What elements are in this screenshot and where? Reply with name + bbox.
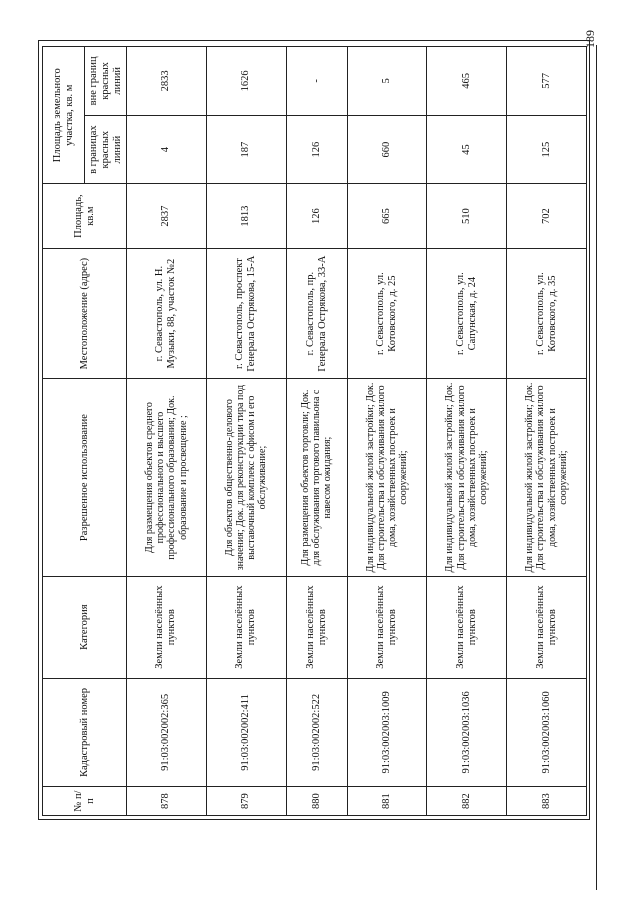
table-row (206, 47, 286, 816)
cadastral-number: 91:03:002002:411 (206, 678, 286, 787)
area-outside-red-lines: 1626 (206, 47, 286, 116)
header-outside-red-lines: вне границ красных линий (85, 47, 127, 116)
header-within-red-lines: в границах красных линий (85, 115, 127, 184)
area: 702 (507, 184, 587, 248)
row-number: 883 (507, 787, 587, 816)
area-within-red-lines: 126 (286, 115, 347, 184)
location: г. Севастополь, ул. Котовского, д. 25 (347, 248, 427, 379)
area-within-red-lines: 660 (347, 115, 427, 184)
permitted-use: Для индивидуальной жилой застройки; Док. Для строительства и обслуживания жилого дома, хозяйственных построек и сооружений; (427, 379, 507, 576)
area-within-red-lines: 125 (507, 115, 587, 184)
area-outside-red-lines: - (286, 47, 347, 116)
area-within-red-lines: 187 (206, 115, 286, 184)
area-outside-red-lines: 2833 (127, 47, 207, 116)
header-permitted-use: Разрешенное использование (43, 379, 127, 576)
permitted-use: Для индивидуальной жилой застройки; Док. Для строительства и обслуживания жилого дома, хозяйственных построек и сооружений; (347, 379, 427, 576)
area: 126 (286, 184, 347, 248)
header-number: № п/п (43, 787, 127, 816)
page-number: 189 (583, 30, 597, 48)
category: Земли населённых пунктов (286, 576, 347, 678)
permitted-use: Для объектов общественно-делового значения; Док. для реконструкции тира под выставочный комплекс с офисом и его обслуживание; (206, 379, 286, 576)
header-location: Местоположение (адрес) (43, 248, 127, 379)
area: 1813 (206, 184, 286, 248)
cadastral-number: 91:03:002003:1036 (427, 678, 507, 787)
header-cadastral-number: Кадастровый номер (43, 678, 127, 787)
table-row (347, 47, 427, 816)
table-row (286, 47, 347, 816)
permitted-use: Для индивидуальной жилой застройки; Док. Для строительства и обслуживания жилого дома, хозяйственных построек и сооружений; (507, 379, 587, 576)
table-row (127, 47, 207, 816)
category: Земли населённых пунктов (427, 576, 507, 678)
row-number: 878 (127, 787, 207, 816)
location: г. Севастополь, ул. Котовского, д. 35 (507, 248, 587, 379)
category: Земли населённых пунктов (347, 576, 427, 678)
category: Земли населённых пунктов (206, 576, 286, 678)
permitted-use: Для размещения объектов торговли; Док. для обслуживания торгового павильона с навесом ожидания; (286, 379, 347, 576)
cadastral-number: 91:03:002003:1060 (507, 678, 587, 787)
header-category: Категория (43, 576, 127, 678)
category: Земли населённых пунктов (127, 576, 207, 678)
category: Земли населённых пунктов (507, 576, 587, 678)
permitted-use: Для размещения объектов среднего профессионального и высшего профессионального образования; Док. образование и просвещение ; (127, 379, 207, 576)
row-number: 880 (286, 787, 347, 816)
area-outside-red-lines: 577 (507, 47, 587, 116)
area-outside-red-lines: 5 (347, 47, 427, 116)
area-within-red-lines: 4 (127, 115, 207, 184)
location: г. Севастополь, пр. Генерала Острякова, 33-А (286, 248, 347, 379)
row-number: 881 (347, 787, 427, 816)
table-row (427, 47, 507, 816)
area: 510 (427, 184, 507, 248)
location: г. Севастополь, проспект Генерала Острякова, 15-А (206, 248, 286, 379)
land-plots-table (42, 46, 587, 816)
header-plot-area-group: Площадь земельного участка, кв. м (43, 47, 85, 184)
cadastral-number: 91:03:002002:522 (286, 678, 347, 787)
cadastral-number: 91:03:002002:365 (127, 678, 207, 787)
area-outside-red-lines: 465 (427, 47, 507, 116)
area-within-red-lines: 45 (427, 115, 507, 184)
location: г. Севастополь, ул. Сапунская, д. 24 (427, 248, 507, 379)
area: 2837 (127, 184, 207, 248)
location: г. Севастополь, ул. Н. Музыки, 88, участок №2 (127, 248, 207, 379)
page-number-rule (596, 45, 597, 890)
cadastral-number: 91:03:002003:1009 (347, 678, 427, 787)
row-number: 879 (206, 787, 286, 816)
rotated-table-container (42, 46, 587, 816)
table-row (507, 47, 587, 816)
table-header-row (43, 47, 85, 816)
row-number: 882 (427, 787, 507, 816)
area: 665 (347, 184, 427, 248)
header-area: Площадь, кв.м (43, 184, 127, 248)
